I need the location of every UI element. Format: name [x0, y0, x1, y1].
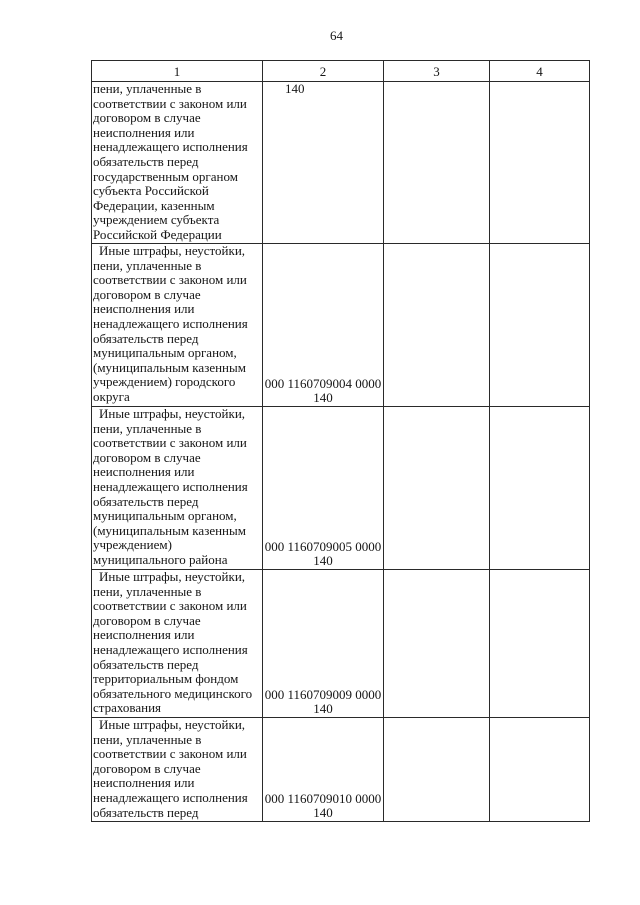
- description-line: пени, уплаченные в: [93, 257, 202, 273]
- data-table: [91, 60, 590, 822]
- description-line: Иные штрафы, неустойки,: [99, 243, 246, 258]
- description-line: пени, уплаченные в: [93, 731, 202, 747]
- table-row: [92, 570, 590, 718]
- code-cell: [263, 718, 384, 822]
- table-row: [92, 718, 590, 822]
- description-line: учреждением) городского: [93, 374, 236, 390]
- description-line: обязательств перед: [93, 656, 199, 672]
- page-number: 64: [330, 28, 343, 43]
- description-line: Иные штрафы, неустойки,: [99, 717, 246, 732]
- column-4-cell: [490, 82, 590, 244]
- description-line: ненадлежащего исполнения: [93, 789, 248, 805]
- table-row: [92, 244, 590, 407]
- code-line: 000 1160709004 0000: [264, 375, 382, 391]
- description-line: пени, уплаченные в: [93, 81, 202, 96]
- code-cell: [263, 244, 384, 407]
- code-line: 000 1160709005 0000: [264, 538, 382, 554]
- description-line: обязательств перед: [93, 804, 199, 820]
- code-line: 140: [313, 701, 333, 717]
- description-line: государственным органом: [93, 168, 238, 184]
- description-line: соответствии с законом или: [93, 435, 247, 451]
- description-line: (муниципальным казенным: [93, 359, 246, 375]
- description-line: округа: [93, 388, 130, 404]
- description-line: договором в случае: [93, 760, 201, 776]
- description-line: субъекта Российской: [93, 183, 209, 199]
- description-line: ненадлежащего исполнения: [93, 139, 248, 155]
- column-4-cell: [490, 407, 590, 570]
- code-line: 140: [285, 81, 305, 96]
- code-cell: [263, 407, 384, 570]
- column-3-cell: [384, 718, 490, 822]
- table-row: [92, 82, 590, 244]
- description-line: неисполнения или: [93, 464, 195, 480]
- description-line: страхования: [93, 700, 162, 716]
- description-line: договором в случае: [93, 286, 201, 302]
- description-line: обязательств перед: [93, 153, 199, 169]
- description-line: (муниципальным казенным: [93, 522, 246, 538]
- description-line: договором в случае: [93, 449, 201, 465]
- code-line: 000 1160709010 0000: [264, 790, 382, 806]
- description-line: пени, уплаченные в: [93, 583, 202, 599]
- description-line: ненадлежащего исполнения: [93, 478, 248, 494]
- description-line: территориальным фондом: [93, 671, 239, 687]
- table-row: [92, 407, 590, 570]
- description-line: соответствии с законом или: [93, 746, 247, 762]
- column-header-2: 2: [263, 61, 384, 82]
- description-line: неисполнения или: [93, 301, 195, 317]
- description-line: пени, уплаченные в: [93, 420, 202, 436]
- description-line: ненадлежащего исполнения: [93, 641, 248, 657]
- description-line: неисполнения или: [93, 627, 195, 643]
- description-cell: [92, 244, 263, 407]
- description-line: договором в случае: [93, 612, 201, 628]
- column-header-3: 3: [384, 61, 490, 82]
- description-line: Российской Федерации: [93, 226, 222, 242]
- description-line: неисполнения или: [93, 775, 195, 791]
- description-line: договором в случае: [93, 110, 201, 126]
- column-4-cell: [490, 718, 590, 822]
- column-4-cell: [490, 244, 590, 407]
- description-line: неисполнения или: [93, 124, 195, 140]
- code-line: 140: [313, 805, 333, 821]
- description-line: соответствии с законом или: [93, 272, 247, 288]
- code-line: 000 1160709009 0000: [264, 686, 382, 702]
- code-cell: [263, 82, 384, 244]
- description-line: обязательств перед: [93, 493, 199, 509]
- description-line: ненадлежащего исполнения: [93, 315, 248, 331]
- table-header-row: [92, 61, 590, 82]
- description-cell: [92, 570, 263, 718]
- description-line: муниципальным органом,: [93, 345, 237, 361]
- description-line: муниципального района: [93, 551, 228, 567]
- column-header-1: 1: [92, 61, 263, 82]
- column-3-cell: [384, 82, 490, 244]
- description-line: соответствии с законом или: [93, 95, 247, 111]
- column-4-cell: [490, 570, 590, 718]
- column-3-cell: [384, 244, 490, 407]
- column-3-cell: [384, 570, 490, 718]
- description-line: соответствии с законом или: [93, 598, 247, 614]
- description-line: учреждением субъекта: [93, 212, 220, 228]
- code-cell: [263, 570, 384, 718]
- column-3-cell: [384, 407, 490, 570]
- column-header-4: 4: [490, 61, 590, 82]
- description-line: Иные штрафы, неустойки,: [99, 406, 246, 421]
- code-line: 140: [313, 390, 333, 406]
- description-cell: [92, 82, 263, 244]
- description-line: Иные штрафы, неустойки,: [99, 569, 246, 584]
- description-line: обязательного медицинского: [93, 685, 253, 701]
- code-line: 140: [313, 553, 333, 569]
- description-line: Федерации, казенным: [93, 197, 215, 213]
- description-cell: [92, 718, 263, 822]
- description-cell: [92, 407, 263, 570]
- description-line: учреждением): [93, 537, 172, 553]
- description-line: муниципальным органом,: [93, 508, 237, 524]
- description-line: обязательств перед: [93, 330, 199, 346]
